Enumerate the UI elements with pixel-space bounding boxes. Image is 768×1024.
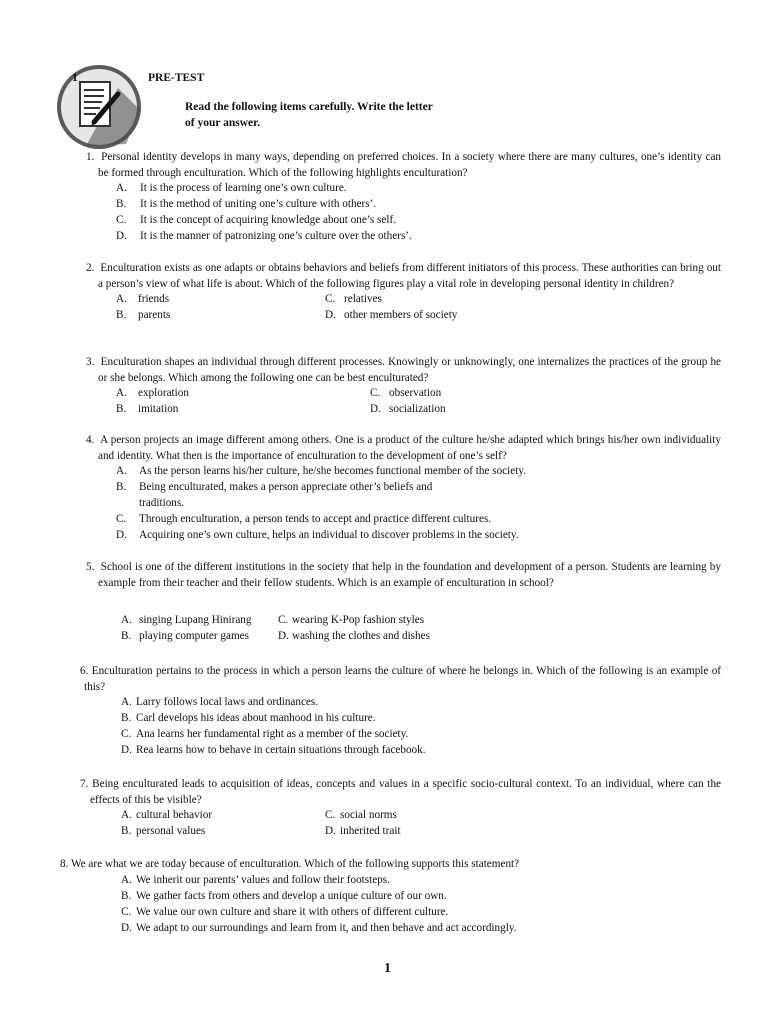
option-d	[68, 528, 721, 544]
question-text: Enculturation shapes an individual through different processes. Knowingly or unknowingly, one internalizes the practices of the group he or she belongs. Which among the following one can be best enculturated?	[98, 356, 722, 384]
instructions-line-2: of your answer.	[185, 116, 261, 129]
option-a-letter: A.	[116, 293, 127, 305]
options	[68, 181, 721, 245]
option-letter: C.	[121, 728, 132, 740]
option-text: We inherit our parents’ values and follow their footsteps.	[136, 873, 390, 886]
option-letter: A.	[116, 182, 127, 194]
options	[68, 464, 721, 544]
option-b	[68, 711, 721, 727]
option-d-text: other members of society	[344, 309, 458, 321]
instructions	[185, 100, 485, 131]
question-stem	[68, 560, 721, 591]
page-number: 1	[384, 961, 391, 976]
options	[68, 613, 721, 645]
option-text: Carl develops his ideas about manhood in his culture.	[136, 712, 376, 724]
option-text: It is the manner of patronizing one’s culture over the others’.	[140, 230, 412, 242]
options	[68, 873, 721, 937]
question-stem	[68, 355, 721, 386]
option-c-text: relatives	[344, 293, 382, 305]
option-c-letter: C.	[370, 387, 381, 399]
pretest-number: 1	[72, 72, 78, 84]
option-letter: D.	[121, 921, 132, 934]
option-d	[68, 229, 721, 245]
question-1	[68, 150, 721, 245]
option-letter: B.	[116, 481, 127, 493]
question-number: 8.	[60, 858, 69, 870]
option-a-letter: A.	[116, 387, 127, 399]
option-a-text: exploration	[138, 387, 189, 399]
option-text: As the person learns his/her culture, he/she becomes functional member of the society.	[139, 465, 526, 477]
option-d-letter: D.	[370, 403, 381, 415]
option-b-text: parents	[138, 309, 171, 321]
option-b-text: playing computer games	[139, 630, 249, 642]
option-c-text: observation	[389, 387, 442, 399]
question-8	[60, 857, 721, 937]
option-c-letter: C.	[278, 614, 289, 626]
option-letter: C.	[116, 214, 127, 226]
option-text: traditions.	[139, 497, 185, 509]
question-6	[68, 664, 721, 759]
option-c-text: wearing K-Pop fashion styles	[292, 614, 425, 626]
instructions-line-1: Read the following items carefully. Write the letter	[185, 101, 433, 113]
option-c-text: social norms	[340, 809, 397, 821]
option-letter: A.	[116, 465, 127, 477]
options	[68, 386, 721, 418]
option-a	[68, 873, 721, 889]
question-text: Being enculturated leads to acquisition of ideas, concepts and values in a specific socio-cultural context. To an individual, where can the effects of this be visible?	[90, 778, 722, 806]
option-a	[68, 464, 721, 480]
question-5	[68, 560, 721, 645]
option-text: Larry follows local laws and ordinances.	[136, 696, 319, 708]
option-letter: D.	[116, 230, 127, 242]
option-a	[68, 695, 721, 711]
question-number: 4.	[86, 434, 95, 446]
question-stem	[60, 777, 721, 808]
option-text: It is the method of uniting one’s culture with others’.	[140, 198, 377, 210]
option-c	[68, 213, 721, 229]
option-d	[68, 743, 721, 759]
option-text: It is the concept of acquiring knowledge about one’s self.	[140, 214, 396, 226]
option-text: Ana learns her fundamental right as a member of the society.	[136, 728, 409, 740]
option-c	[68, 905, 721, 921]
question-number: 2.	[86, 262, 95, 274]
question-text: Enculturation pertains to the process in which a person learns the culture of where he belongs in. Which of the following is an example of this?	[84, 665, 722, 693]
option-b-text: imitation	[138, 403, 179, 415]
option-a-letter: A.	[121, 809, 132, 821]
options	[68, 292, 721, 324]
question-text: Enculturation exists as one adapts or obtains behaviors and beliefs from different initiators of this process. These authorities can bring out a person’s view of what life is about. Which of the following figures play a vital role in developing personal identity in children?	[98, 262, 721, 290]
option-a-text: cultural behavior	[136, 809, 213, 821]
option-letter: B.	[121, 889, 132, 902]
option-b-letter: B.	[121, 630, 132, 642]
question-text: Personal identity develops in many ways, depending on preferred choices. In a society where there are many cultures, one’s identity can be formed through enculturation. Which of the following highlights enculturation?	[98, 151, 721, 179]
option-letter: C.	[116, 513, 127, 525]
option-d-letter: D.	[325, 309, 336, 321]
question-stem	[68, 150, 721, 181]
question-number: 7.	[80, 778, 89, 790]
option-c	[68, 727, 721, 743]
question-stem	[60, 857, 721, 873]
question-text: We are what we are today because of enculturation. Which of the following supports this statement?	[71, 858, 520, 870]
option-text: We adapt to our surroundings and learn from it, and then behave and act accordingly.	[136, 921, 517, 934]
option-d-letter: D.	[278, 630, 289, 642]
option-text: We gather facts from others and develop a unique culture of our own.	[136, 889, 447, 902]
option-a-text: singing Lupang Hinirang	[139, 614, 252, 626]
option-letter: C.	[121, 905, 132, 918]
question-number: 6.	[80, 665, 89, 677]
option-text: Through enculturation, a person tends to accept and practice different cultures.	[139, 513, 492, 525]
option-d-text: washing the clothes and dishes	[292, 630, 430, 642]
option-a-letter: A.	[121, 614, 132, 626]
option-d-letter: D.	[325, 825, 336, 837]
option-d-text: socialization	[389, 403, 446, 415]
option-d-text: inherited trait	[340, 825, 401, 837]
option-text: We value our own culture and share it with others of different culture.	[136, 905, 449, 918]
options	[68, 695, 721, 759]
option-b-text: personal values	[136, 825, 206, 837]
option-text: It is the process of learning one’s own culture.	[140, 182, 347, 194]
question-number: 5.	[86, 561, 95, 573]
question-text: A person projects an image different among others. One is a product of the culture he/she adapted which brings his/her own individuality and identity. What then is the importance of enculturation to the development of one’s self?	[98, 434, 721, 462]
question-number: 3.	[86, 356, 95, 368]
option-d	[68, 921, 721, 937]
option-b	[68, 197, 721, 213]
option-b	[68, 480, 721, 496]
options	[68, 808, 721, 840]
option-letter: D.	[121, 744, 132, 756]
question-number: 1.	[86, 151, 95, 163]
option-c	[68, 512, 721, 528]
option-a	[68, 181, 721, 197]
option-b-letter: B.	[116, 309, 127, 321]
option-text: Acquiring one’s own culture, helps an individual to discover problems in the society.	[139, 529, 519, 541]
option-c-letter: C.	[325, 293, 336, 305]
question-3	[68, 355, 721, 418]
option-text: Being enculturated, makes a person appreciate other’s beliefs and	[139, 481, 433, 493]
option-letter: B.	[116, 198, 127, 210]
option-letter: A.	[121, 696, 132, 708]
document-pencil-icon	[56, 64, 142, 150]
option-b-letter: B.	[121, 825, 132, 837]
option-b-cont	[68, 496, 721, 512]
question-7	[68, 777, 721, 840]
option-a-text: friends	[138, 293, 170, 305]
option-text: Rea learns how to behave in certain situations through facebook.	[136, 744, 426, 756]
option-letter: A.	[121, 873, 132, 886]
question-4	[68, 433, 721, 544]
option-c-letter: C.	[325, 809, 336, 821]
question-stem	[68, 433, 721, 464]
option-letter: B.	[121, 712, 132, 724]
question-stem	[68, 261, 721, 292]
option-letter: D.	[116, 529, 127, 541]
page-title: PRE-TEST	[148, 72, 205, 84]
option-b-letter: B.	[116, 403, 127, 415]
question-stem	[60, 664, 721, 695]
question-2	[68, 261, 721, 324]
option-b	[68, 889, 721, 905]
question-text: School is one of the different institutions in the society that help in the foundation and development of a person. Students are learning by example from their teacher and their fellow students. Which is an example of enculturation in school?	[98, 561, 721, 589]
